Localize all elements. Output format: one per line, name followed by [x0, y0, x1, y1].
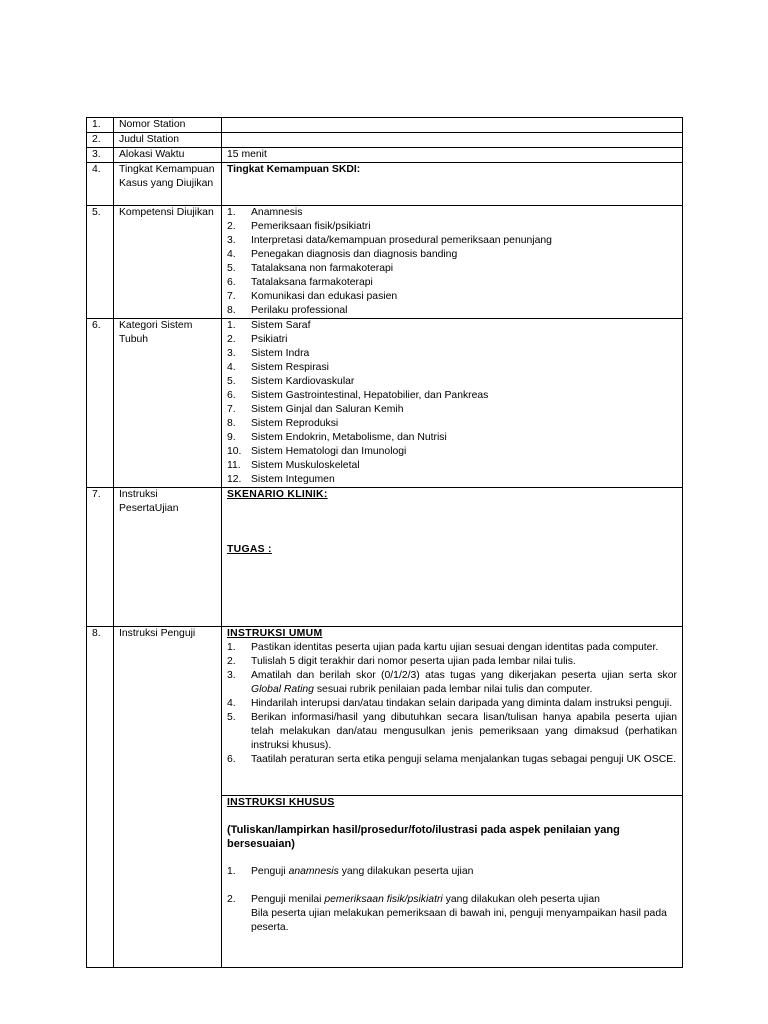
- kompetensi-item: [227, 262, 677, 276]
- instruksi-khusus-item: [227, 865, 677, 879]
- kompetensi-item: [227, 248, 677, 262]
- list-number: 2.: [227, 221, 236, 232]
- list-number: 8.: [227, 418, 236, 429]
- instruksi-umum-heading: INSTRUKSI UMUM: [227, 628, 323, 639]
- list-number: 6.: [227, 754, 236, 765]
- list-number: 7.: [227, 291, 236, 302]
- list-text: Perilaku professional: [251, 305, 348, 316]
- list-text: Anamnesis: [251, 207, 303, 218]
- list-number: 6.: [227, 390, 236, 401]
- instruksi-umum-item: [227, 655, 677, 669]
- kategori-item: [227, 347, 677, 361]
- list-number: 5.: [227, 263, 236, 274]
- list-number: 5.: [227, 376, 236, 387]
- list-text: Sistem Integumen: [251, 474, 335, 485]
- row-kompetensi: [87, 206, 683, 319]
- list-text: Tulislah 5 digit terakhir dari nomor peserta ujian pada lembar nilai tulis.: [251, 656, 576, 667]
- instruksi-khusus-heading: INSTRUKSI KHUSUS: [227, 797, 335, 808]
- list-number: 3.: [227, 670, 236, 681]
- kategori-item: [227, 473, 677, 487]
- row-number: 8.: [87, 627, 114, 968]
- instruksi-khusus-item: [227, 893, 677, 935]
- instruksi-umum-cell: [222, 627, 683, 796]
- kategori-item: [227, 445, 677, 459]
- list-text: Sistem Reproduksi: [251, 418, 339, 429]
- list-number: 7.: [227, 404, 236, 415]
- row-alokasi-waktu: [87, 148, 683, 163]
- kompetensi-item: [227, 206, 677, 220]
- kategori-item: [227, 375, 677, 389]
- row-number: 2.: [87, 133, 114, 148]
- list-text: Komunikasi dan edukasi pasien: [251, 291, 398, 302]
- kompetensi-item: [227, 234, 677, 248]
- kategori-list-cell: [222, 319, 683, 488]
- list-text: Sistem Kardiovaskular: [251, 376, 355, 387]
- list-number: 2.: [227, 894, 236, 905]
- list-number: 4.: [227, 249, 236, 260]
- row-tingkat-kemampuan: [87, 163, 683, 206]
- list-number: 1.: [227, 642, 236, 653]
- list-text: Pemeriksaan fisik/psikiatri: [251, 221, 371, 232]
- row-label: Instruksi Penguji: [114, 627, 222, 968]
- kompetensi-item: [227, 304, 677, 318]
- instruksi-umum-item: [227, 641, 677, 655]
- row-number: 3.: [87, 148, 114, 163]
- row-label: Nomor Station: [114, 118, 222, 133]
- list-number: 2.: [227, 656, 236, 667]
- kompetensi-item: [227, 276, 677, 290]
- instruksi-umum-item: [227, 753, 677, 767]
- kategori-list: [227, 319, 677, 487]
- list-text: Sistem Hematologi dan Imunologi: [251, 446, 407, 457]
- list-number: 1.: [227, 207, 236, 218]
- kompetensi-list: [227, 206, 677, 318]
- list-text: Sistem Muskuloskeletal: [251, 460, 360, 471]
- kategori-item: [227, 319, 677, 333]
- row-nomor-station: [87, 118, 683, 133]
- kompetensi-list-cell: [222, 206, 683, 319]
- list-text: Hindarilah interupsi dan/atau tindakan selain daripada yang diminta dalam instruksi penguji.: [251, 698, 673, 709]
- list-number: 1.: [227, 320, 236, 331]
- instruksi-umum-item: [227, 711, 677, 753]
- list-text-italic: pemeriksaan fisik/psikiatri: [324, 894, 443, 905]
- instruksi-umum-item: [227, 697, 677, 711]
- list-text-italic: anamnesis: [288, 866, 339, 877]
- row-judul-station: [87, 133, 683, 148]
- list-text: Penguji: [251, 866, 289, 877]
- list-text: Tatalaksana non farmakoterapi: [251, 263, 394, 274]
- kategori-item: [227, 459, 677, 473]
- list-text: Penegakan diagnosis dan diagnosis banding: [251, 249, 458, 260]
- kompetensi-item: [227, 220, 677, 234]
- row-value: 15 menit: [222, 148, 683, 163]
- list-number: 10.: [227, 446, 242, 457]
- list-text: Sistem Indra: [251, 348, 310, 359]
- list-text-italic: Global Rating: [251, 684, 314, 695]
- skenario-klinik-heading: SKENARIO KLINIK:: [227, 489, 328, 500]
- row-label: Instruksi PesertaUjian: [114, 488, 222, 627]
- list-text: yang dilakukan peserta ujian: [338, 866, 474, 877]
- row-instruksi-penguji-umum: [87, 627, 683, 796]
- list-text: Sistem Saraf: [251, 320, 311, 331]
- row-label: Judul Station: [114, 133, 222, 148]
- instruksi-umum-item: [227, 669, 677, 697]
- instruksi-umum-list: [227, 641, 677, 767]
- kategori-item: [227, 417, 677, 431]
- list-text: Penguji menilai: [251, 894, 325, 905]
- tugas-heading: TUGAS :: [227, 544, 272, 555]
- row-instruksi-peserta: [87, 488, 683, 627]
- list-text: Tatalaksana farmakoterapi: [251, 277, 373, 288]
- row-number: 7.: [87, 488, 114, 627]
- row-label: Tingkat Kemampuan Kasus yang Diujikan: [114, 163, 222, 206]
- list-number: 12.: [227, 474, 242, 485]
- list-text: Pastikan identitas peserta ujian pada kartu ujian sesuai dengan identitas pada computer.: [251, 642, 659, 653]
- row-number: 6.: [87, 319, 114, 488]
- list-number: 1.: [227, 866, 236, 877]
- list-number: 2.: [227, 334, 236, 345]
- row-value: Tingkat Kemampuan SKDI:: [222, 163, 683, 206]
- list-number: 8.: [227, 305, 236, 316]
- kategori-item: [227, 333, 677, 347]
- list-number: 11.: [227, 460, 241, 471]
- row-label: Kategori Sistem Tubuh: [114, 319, 222, 488]
- list-text: Psikiatri: [251, 334, 288, 345]
- instruksi-khusus-extra: Bila peserta ujian melakukan pemeriksaan di bawah ini, penguji menyampaikan hasil pada peserta.: [251, 908, 667, 933]
- kategori-item: [227, 403, 677, 417]
- row-label: Kompetensi Diujikan: [114, 206, 222, 319]
- kompetensi-item: [227, 290, 677, 304]
- list-text: sesuai rubrik penilaian pada lembar nilai tulis dan computer.: [313, 684, 593, 695]
- instruksi-khusus-cell: [222, 796, 683, 968]
- list-text: Sistem Respirasi: [251, 362, 329, 373]
- list-spacer: [227, 879, 677, 893]
- list-text: Sistem Gastrointestinal, Hepatobilier, dan Pankreas: [251, 390, 489, 401]
- list-text: yang dilakukan oleh peserta ujian: [442, 894, 600, 905]
- list-text: Taatilah peraturan serta etika penguji selama menjalankan tugas sebagai penguji UK OSCE.: [251, 754, 677, 765]
- list-number: 6.: [227, 277, 236, 288]
- instruksi-peserta-cell: [222, 488, 683, 627]
- row-number: 1.: [87, 118, 114, 133]
- instruksi-khusus-list: [227, 865, 677, 935]
- list-number: 4.: [227, 698, 236, 709]
- list-text: Sistem Ginjal dan Saluran Kemih: [251, 404, 404, 415]
- row-kategori-sistem: [87, 319, 683, 488]
- list-text: Interpretasi data/kemampuan prosedural pemeriksaan penunjang: [251, 235, 552, 246]
- list-text: Berikan informasi/hasil yang dibutuhkan secara lisan/tulisan hanya apabila peserta ujian telah melakukan dan/atau mengusulkan jenis pemeriksaan yang dimaksud (perhatikan instruksi khusus).: [251, 712, 677, 751]
- kategori-item: [227, 361, 677, 375]
- list-number: 4.: [227, 362, 236, 373]
- row-number: 4.: [87, 163, 114, 206]
- instruksi-khusus-note: (Tuliskan/lampirkan hasil/prosedur/foto/ilustrasi pada aspek penilaian yang bersesuaian): [227, 824, 620, 850]
- kategori-item: [227, 431, 677, 445]
- list-number: 9.: [227, 432, 236, 443]
- row-label: Alokasi Waktu: [114, 148, 222, 163]
- station-table: [86, 117, 683, 968]
- row-value: [222, 133, 683, 148]
- list-number: 3.: [227, 235, 236, 246]
- list-number: 3.: [227, 348, 236, 359]
- list-text: Sistem Endokrin, Metabolisme, dan Nutrisi: [251, 432, 447, 443]
- kategori-item: [227, 389, 677, 403]
- list-number: 5.: [227, 712, 236, 723]
- list-text: Amatilah dan berilah skor (0/1/2/3) atas tugas yang dikerjakan peserta ujian serta skor: [251, 670, 677, 681]
- row-value: [222, 118, 683, 133]
- row-number: 5.: [87, 206, 114, 319]
